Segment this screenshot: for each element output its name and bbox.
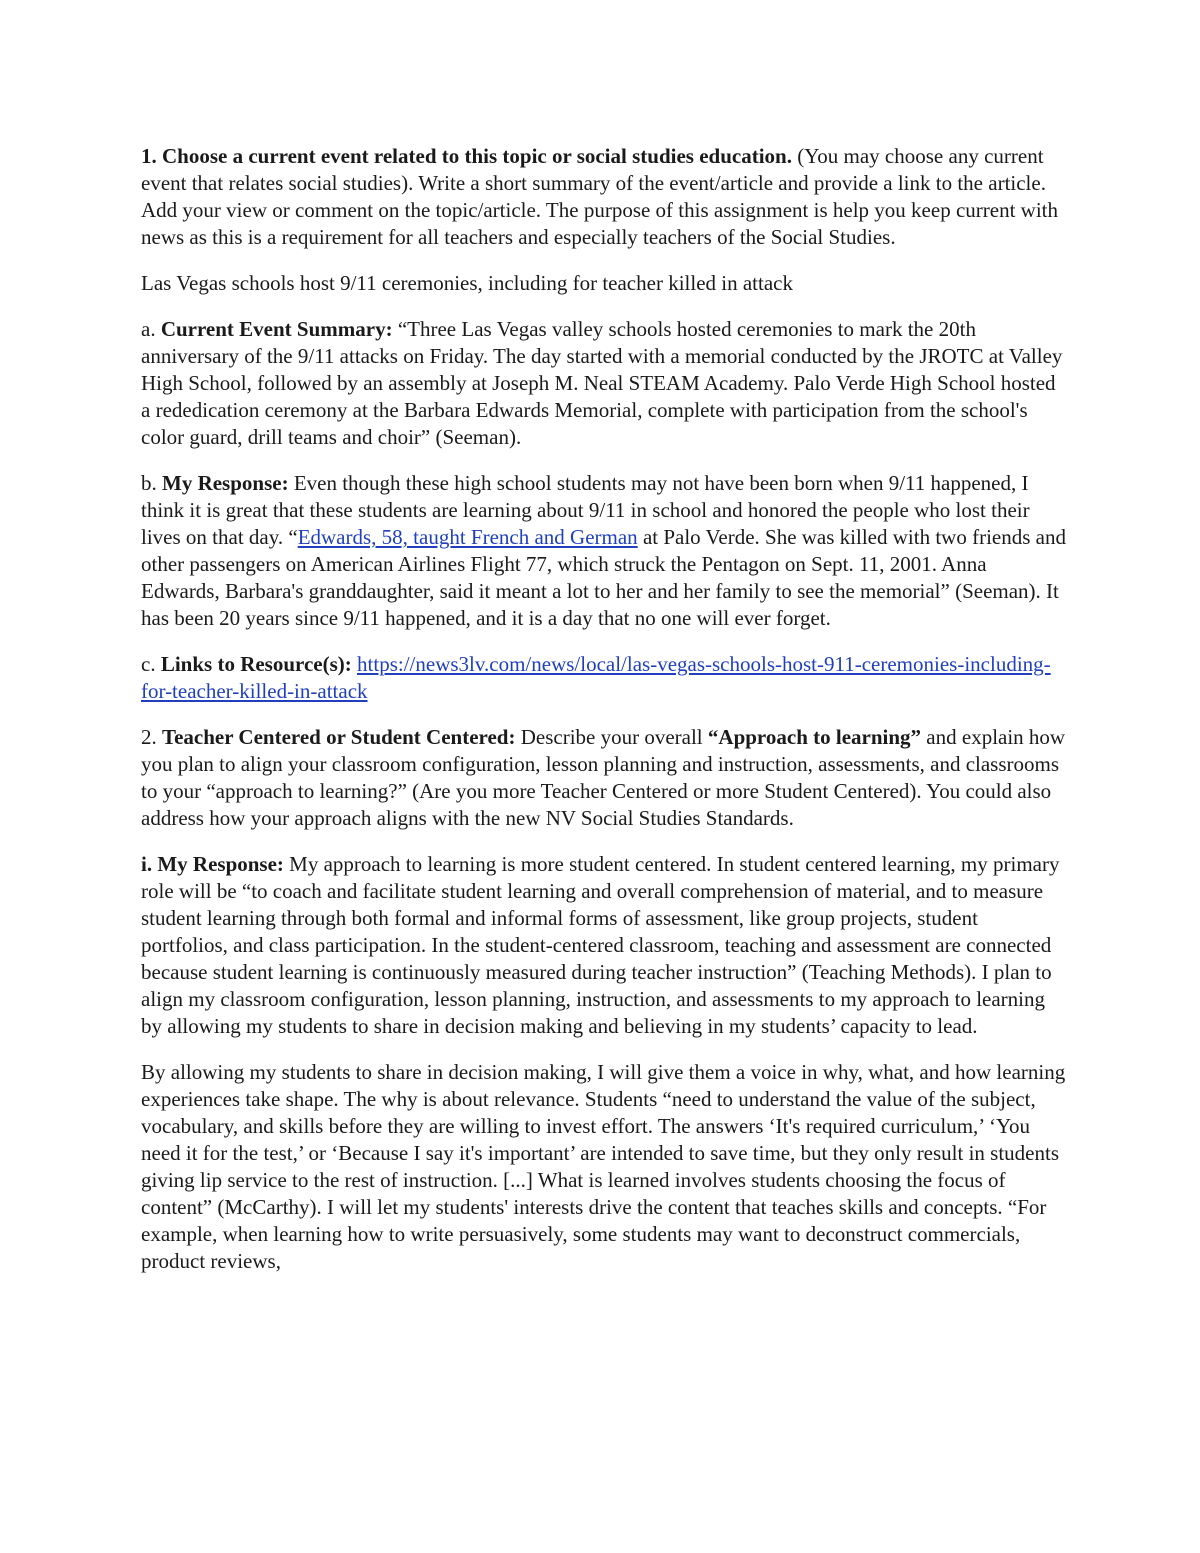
question-1-paragraph (141, 143, 1066, 251)
question-1-heading: 1. Choose a current event related to this topic or social studies education. (141, 144, 792, 168)
resource-url-link[interactable]: https://news3lv.com/news/local/las-vegas-schools-host-911-ceremonies-including-for-teacher-killed-in-attack (141, 652, 1051, 703)
response-b-text-after: at Palo Verde. She was killed with two friends and other passengers on American Airlines Flight 77, which struck the Pentagon on Sept. 11, 2001. Anna Edwards, Barbara's granddaughter, said it meant a lot to her and her family to see the memorial” (Seeman). It has been 20 years since 9/11 happened, and it is a day that no one will ever forget. (141, 525, 1066, 630)
response-b-prefix: b. (141, 471, 162, 495)
question-2-bold-phrase: “Approach to learning” (707, 725, 922, 749)
summary-label: Current Event Summary: (160, 317, 393, 341)
response-b-label: My Response: (162, 471, 289, 495)
final-paragraph: By allowing my students to share in decision making, I will give them a voice in why, what, and how learning experiences take shape. The why is about relevance. Students “need to understand the value of the subject, vocabulary, and skills before they are willing to invest effort. The answers ‘It's required curriculum,’ ‘You need it for the test,’ or ‘Because I say it's important’ are intended to save time, but they only result in students giving lip service to the rest of instruction. [...] What is learned involves students choosing the focus of content” (McCarthy). I will let my students' interests drive the content that teaches skills and concepts. “For example, when learning how to write persuasively, some students may want to deconstruct commercials, product reviews, (141, 1060, 1066, 1273)
document-page (141, 143, 1066, 1294)
links-label: Links to Resource(s): (160, 652, 352, 676)
response-i-label: i. My Response: (141, 852, 284, 876)
article-title: Las Vegas schools host 9/11 ceremonies, including for teacher killed in attack (141, 271, 793, 295)
response-i-paragraph (141, 851, 1066, 1040)
response-b-text-before: Even though these high school students may not have been born when 9/11 happened, I think it is great that these students are learning about 9/11 in school and honored the people who lost their lives on that day. “ (141, 471, 1030, 549)
links-paragraph (141, 651, 1066, 705)
summary-prefix: a. (141, 317, 161, 341)
question-2-label: Teacher Centered or Student Centered: (162, 725, 516, 749)
edwards-inline-link[interactable]: Edwards, 58, taught French and German (297, 525, 638, 549)
response-i-text: My approach to learning is more student centered. In student centered learning, my primary role will be “to coach and facilitate student learning and overall comprehension of material, and to measure student learning through both formal and informal forms of assessment, like group projects, student portfolios, and class participation. In the student-centered classroom, teaching and assessment are connected because student learning is continuously measured during teacher instruction” (Teaching Methods). I plan to align my classroom configuration, lesson planning, instruction, and assessments to my approach to learning by allowing my students to share in decision making and believing in my students’ capacity to lead. (141, 852, 1060, 1038)
summary-paragraph (141, 316, 1066, 451)
question-2-text-before: Describe your overall (515, 725, 708, 749)
question-2-text-after: and explain how you plan to align your classroom configuration, lesson planning and instruction, assessments, and classrooms to your “approach to learning?” (Are you more Teacher Centered or more Student Centered). You could also address how your approach aligns with the new NV Social Studies Standards. (141, 725, 1066, 830)
question-2-prefix: 2. (141, 725, 162, 749)
question-2-paragraph (141, 724, 1066, 832)
question-1-instructions: (You may choose any current event that relates social studies). Write a short summary of the event/article and provide a link to the article. Add your view or comment on the topic/article. The purpose of this assignment is help you keep current with news as this is a requirement for all teachers and especially teachers of the Social Studies. (141, 144, 1058, 249)
summary-text: “Three Las Vegas valley schools hosted ceremonies to mark the 20th anniversary of the 9/11 attacks on Friday. The day started with a memorial conducted by the JROTC at Valley High School, followed by an assembly at Joseph M. Neal STEAM Academy. Palo Verde High School hosted a rededication ceremony at the Barbara Edwards Memorial, complete with participation from the school's color guard, drill teams and choir” (Seeman). (141, 317, 1063, 449)
response-b-paragraph (141, 470, 1066, 632)
links-prefix: c. (141, 652, 161, 676)
